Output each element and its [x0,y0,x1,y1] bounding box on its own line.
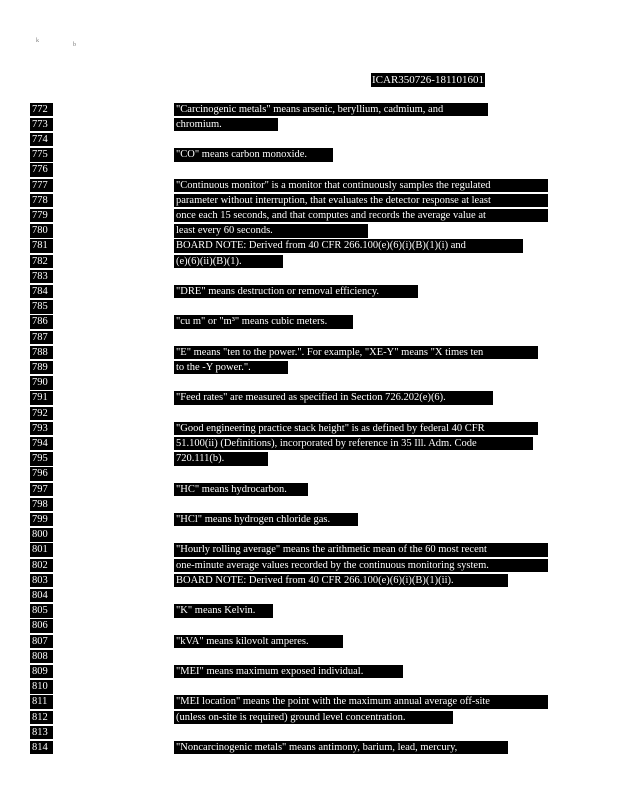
text-line: "kVA" means kilovolt amperes. [174,635,343,649]
line-number: 786 [30,315,53,329]
text-line: "Good engineering practice stack height" is as defined by federal 40 CFR [174,422,538,436]
line-number: 777 [30,179,53,193]
line-number: 798 [30,498,53,512]
line-number: 778 [30,194,53,208]
line-number: 788 [30,346,53,360]
line-number: 795 [30,452,53,466]
line-number: 782 [30,255,53,269]
text-line: "K" means Kelvin. [174,604,273,618]
line-number: 814 [30,741,53,755]
line-number: 781 [30,239,53,253]
text-line: "Feed rates" are measured as specified in Section 726.202(e)(6). [174,391,493,405]
text-line: chromium. [174,118,278,132]
line-number: 803 [30,574,53,588]
text-line: 720.111(b). [174,452,268,466]
text-line: "cu m" or "m³" means cubic meters. [174,315,353,329]
line-number: 796 [30,467,53,481]
line-number: 804 [30,589,53,603]
text-line: least every 60 seconds. [174,224,368,238]
line-number: 773 [30,118,53,132]
scan-speck: k [36,38,39,44]
line-number: 810 [30,680,53,694]
text-line: parameter without interruption, that evaluates the detector response at least [174,194,548,208]
line-number: 812 [30,711,53,725]
line-number: 774 [30,133,53,147]
text-line: once each 15 seconds, and that computes and records the average value at [174,209,548,223]
text-line: 51.100(ii) (Definitions), incorporated by reference in 35 Ill. Adm. Code [174,437,533,451]
line-number: 790 [30,376,53,390]
text-line: "Continuous monitor" is a monitor that continuously samples the regulated [174,179,548,193]
line-number: 799 [30,513,53,527]
line-number: 783 [30,270,53,284]
line-number: 801 [30,543,53,557]
text-line: "CO" means carbon monoxide. [174,148,333,162]
text-line: "HC" means hydrocarbon. [174,483,308,497]
document-id: ICAR350726-181101601 [372,74,485,86]
text-line: to the -Y power.". [174,361,288,375]
line-number: 792 [30,407,53,421]
text-line: "MEI" means maximum exposed individual. [174,665,403,679]
text-line: (unless on-site is required) ground level concentration. [174,711,453,725]
line-number: 805 [30,604,53,618]
line-number: 791 [30,391,53,405]
line-number: 809 [30,665,53,679]
text-line: "Carcinogenic metals" means arsenic, beryllium, cadmium, and [174,103,488,117]
line-number: 800 [30,528,53,542]
line-number: 807 [30,635,53,649]
text-line: "Hourly rolling average" means the arithmetic mean of the 60 most recent [174,543,548,557]
line-number: 808 [30,650,53,664]
line-number: 813 [30,726,53,740]
text-line: "HCl" means hydrogen chloride gas. [174,513,358,527]
text-line: one-minute average values recorded by the continuous monitoring system. [174,559,548,573]
text-line: BOARD NOTE: Derived from 40 CFR 266.100(e)(6)(i)(B)(1)(i) and [174,239,523,253]
line-number: 802 [30,559,53,573]
line-number: 776 [30,163,53,177]
text-line: "Noncarcinogenic metals" means antimony, barium, lead, mercury, [174,741,508,755]
line-number: 779 [30,209,53,223]
line-number: 794 [30,437,53,451]
line-number: 793 [30,422,53,436]
line-number: 787 [30,331,53,345]
line-number: 772 [30,103,53,117]
line-number: 789 [30,361,53,375]
line-number: 775 [30,148,53,162]
text-line: (e)(6)(ii)(B)(1). [174,255,283,269]
text-line: "E" means "ten to the power.". For example, "XE-Y" means "X times ten [174,346,538,360]
scan-speck: b [73,42,76,48]
line-number: 797 [30,483,53,497]
line-number: 780 [30,224,53,238]
line-number: 806 [30,619,53,633]
text-line: "DRE" means destruction or removal efficiency. [174,285,418,299]
line-number: 784 [30,285,53,299]
text-line: "MEI location" means the point with the maximum annual average off-site [174,695,548,709]
text-line: BOARD NOTE: Derived from 40 CFR 266.100(e)(6)(i)(B)(1)(ii). [174,574,508,588]
line-number: 811 [30,695,53,709]
line-number: 785 [30,300,53,314]
